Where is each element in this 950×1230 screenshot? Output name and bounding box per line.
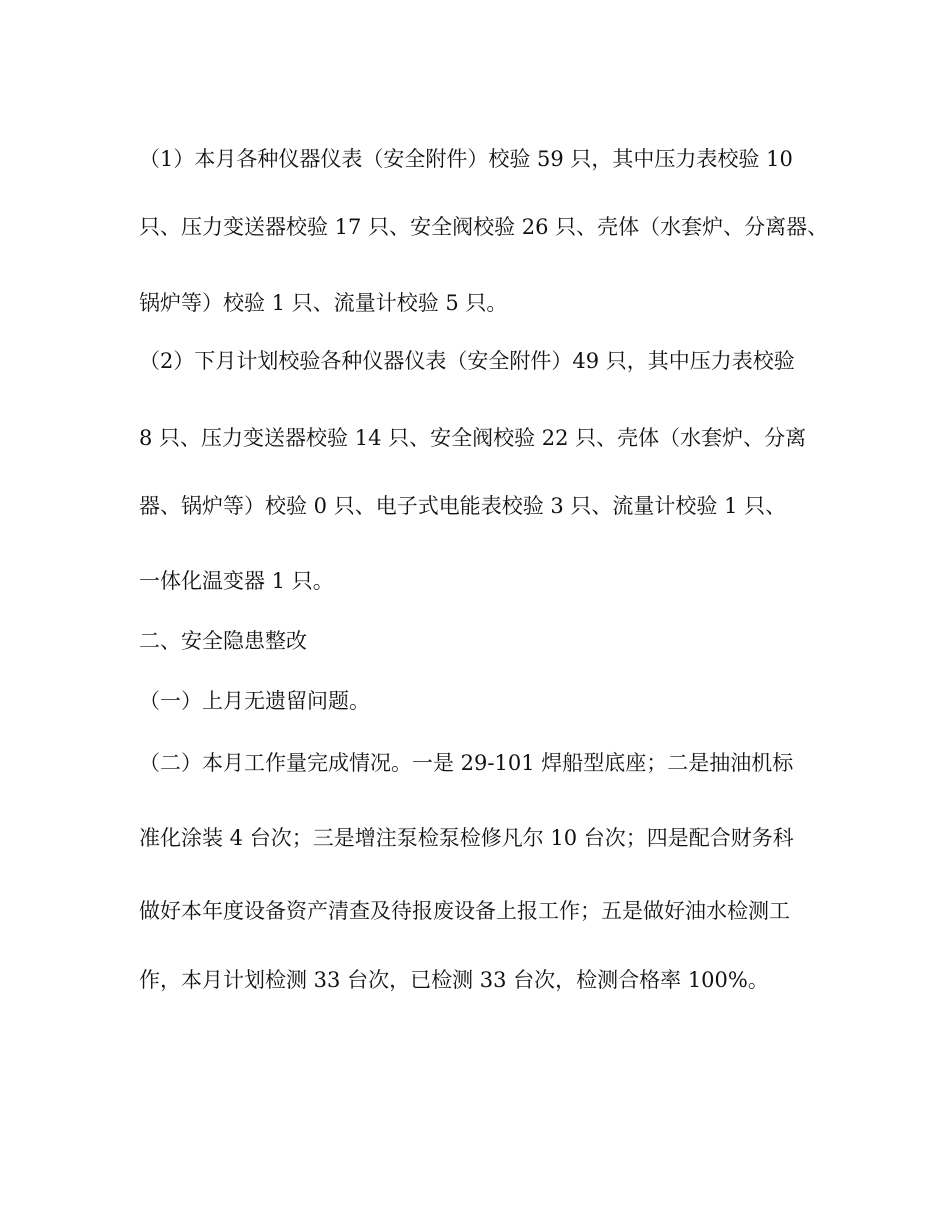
paragraph-4-line-4: 作，本月计划检测 33 台次，已检测 33 台次，检测合格率 100%。 [139, 968, 769, 992]
paragraph-4-line-1: （二）本月工作量完成情况。一是 29-101 焊船型底座；二是抽油机标 [139, 751, 794, 775]
paragraph-4-line-3: 做好本年度设备资产清查及待报废设备上报工作；五是做好油水检测工 [139, 899, 790, 923]
paragraph-2-line-1: （2）下月计划校验各种仪器仪表（安全附件）49 只，其中压力表校验 [139, 349, 795, 373]
section-heading: 二、安全隐患整改 [139, 629, 307, 653]
paragraph-2-line-3: 器、锅炉等）校验 0 只、电子式电能表校验 3 只、流量计校验 1 只、 [139, 494, 787, 518]
paragraph-1-line-1: （1）本月各种仪器仪表（安全附件）校验 59 只，其中压力表校验 10 [139, 147, 793, 171]
paragraph-1-line-2: 只、压力变送器校验 17 只、安全阀校验 26 只、壳体（水套炉、分离器、 [139, 215, 829, 239]
paragraph-4-line-2: 准化涂装 4 台次；三是增注泵检泵检修凡尔 10 台次；四是配合财务科 [139, 826, 794, 850]
paragraph-3-line-1: （一）上月无遗留问题。 [139, 689, 370, 713]
paragraph-2-line-4: 一体化温变器 1 只。 [139, 569, 334, 593]
paragraph-1-line-3: 锅炉等）校验 1 只、流量计校验 5 只。 [139, 291, 508, 315]
paragraph-2-line-2: 8 只、压力变送器校验 14 只、安全阀校验 22 只、壳体（水套炉、分离 [139, 426, 807, 450]
